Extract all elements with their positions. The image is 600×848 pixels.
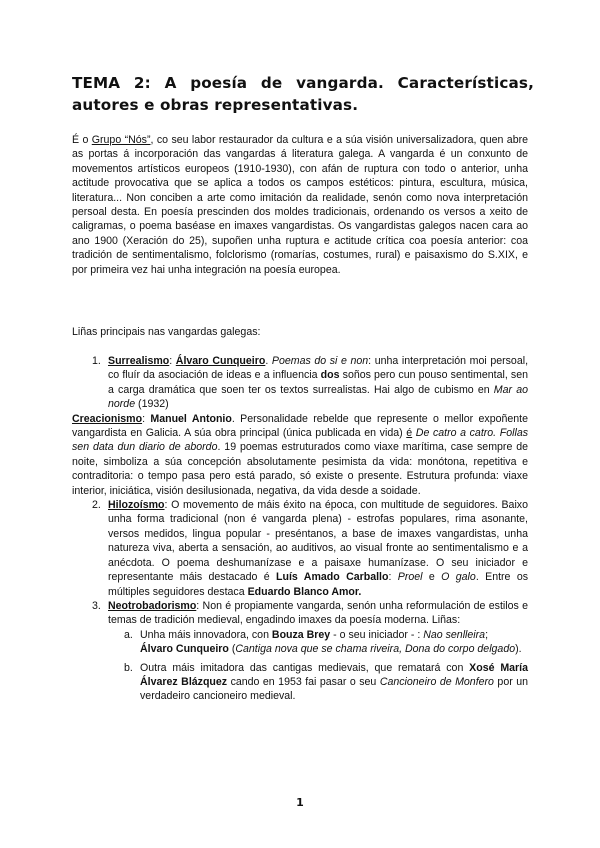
work-title: Cantiga nova que se chama riveira, Dona do corpo delgado xyxy=(235,643,516,656)
list-item-hilozoismo: 2. Hilozoísmo: O movemento de máis éxito na época, con multitude de seguidores. Baixo unha forma tradicional (non é vangarda plena) - estrofas populares, rima asonante, versos medidos, lingua popular - preséntanos, a base de imaxes vangardistas, unha natureza viva, aberta a sensación, ao auditivos, ao visual fronte ao sentimentalismo e a anécdota. O poema deshumanízase e a paisaxe humanízase. O seu iniciador e representante máis destacado é Luís Amado Carballo: Proel e O galo. Entre os múltiples seguidores destaca Eduardo Blanco Amor. xyxy=(92,499,529,598)
list-number: 1. xyxy=(92,355,101,367)
list-number: 3. xyxy=(92,599,101,612)
page-title: TEMA 2: A poesía de vangarda. Características, autores e obras representativas. xyxy=(72,74,534,114)
author-name: Xosé María Álvarez Blázquez xyxy=(140,661,528,688)
author-name: Bouza Brey xyxy=(271,628,331,641)
list-number: 2. xyxy=(92,499,101,512)
work-title: De catro a catro. Follas sen data dun diario de abordo xyxy=(72,427,529,454)
work-title: Nao senlleira xyxy=(423,628,486,641)
page-number: 1 xyxy=(296,796,304,809)
author-name: Álvaro Cunqueiro xyxy=(140,643,229,656)
movement-heading: Hilozoísmo xyxy=(108,499,165,512)
list-item-neotrobadorismo: 3. Neotrobadorismo: Non é propiamente vangarda, senón unha reformulación de estilos e temas de tradición medieval, engadindo imaxes da poesía moderna. Liñas: xyxy=(92,599,528,627)
list-item-surrealismo: 1. Surrealismo: Álvaro Cunqueiro. Poemas do si e non: unha interpretación moi persoal, co fluír da asociación de ideas e a influencia dos soños pero cun pouso sentimental, sen a carga dramática que soen ter os textos surrealistas. Hai algo de cubismo en Mar ao norde (1932) xyxy=(92,355,529,411)
sublist-letter: a. xyxy=(124,628,133,641)
work-title: Poemas do si e non xyxy=(271,355,369,367)
sublist-item-b: b. Outra máis imitadora das cantigas medievais, que rematará con Xosé María Álvarez Blázquez cando en 1953 fai pasar o seu Cancioneiro de Monfero por un verdadeiro cancioneiro medieval. xyxy=(124,661,529,703)
movements-list xyxy=(72,354,528,704)
sublist-item-a: a. Unha máis innovadora, con Bouza Brey - o seu iniciador - : Nao senlleira; Álvaro Cunqueiro (Cantiga nova que se chama riveira, Dona do corpo delgado). xyxy=(124,628,522,656)
work-title: Mar ao norde xyxy=(108,383,528,411)
intro-paragraph: É o Grupo “Nós”, co seu labor restaurador da cultura e a súa visión universalizadora, quen abre as portas á incorporación das vangardas á literatura galega. A vangarda é un conxunto de movementos artísticos europeos (1910-1930), con afán de ruptura con todo o anterior, unha actitude provocativa que se aplica a todos os campos estéticos: pintura, escultura, música, literatura... Non conciben a arte como imitación da realidade, senón como nova interpretación persoal desta. En poesía prescinden dos moldes tradicionais, ordenando os versos a xeito de caligramas, o poema baséase en imaxes vangardistas. Os vangardistas galegos nacen cara ao ano 1900 (Xeración do 25), supoñen unha ruptura e actitude crítica coa poesía anterior: coa tradición de sentimentalismo, folclorismo (romarías, costumes, rural) e paisaxismo do S.XIX, e por primeira vez hai unha integración na poesía europea. xyxy=(72,134,529,276)
work-title: Cancioneiro de Monfero xyxy=(379,675,494,688)
author-name: Álvaro Cunqueiro xyxy=(175,355,266,367)
grupo-nos-link-text: Grupo “Nós” xyxy=(91,134,151,146)
work-title: O galo xyxy=(441,571,476,584)
author-name: Luís Amado Carballo xyxy=(276,571,389,584)
sublist-letter: b. xyxy=(124,661,133,674)
movement-heading: Surrealismo xyxy=(108,355,170,367)
list-item-creacionismo: Creacionismo: Manuel Antonio. Personalidade rebelde que represente o mellor expoñente vangardista en Galicia. A súa obra principal (única publicada en vida) é De catro a catro. Follas sen data dun diario de abordo. 19 poemas estruturados como viaxe marítima, case sempre de noite, simboliza a súa concepción absolutamente pesimista da vida: monótona, repetitiva e contraditoria: o tempo pasa pero está parado, só existe o presente. Estrutura profunda: viaxe interior, iniciática, visión desilusionada, negativa, da vida desde a soidade. xyxy=(72,412,529,497)
author-name: Manuel Antonio xyxy=(150,412,232,425)
movement-heading: Creacionismo xyxy=(72,412,143,425)
movement-heading: Neotrobadorismo xyxy=(108,599,197,612)
section-lead: Liñas principais nas vangardas galegas: xyxy=(72,326,261,338)
work-title: Proel xyxy=(397,571,423,584)
author-name: Eduardo Blanco Amor. xyxy=(247,585,362,598)
